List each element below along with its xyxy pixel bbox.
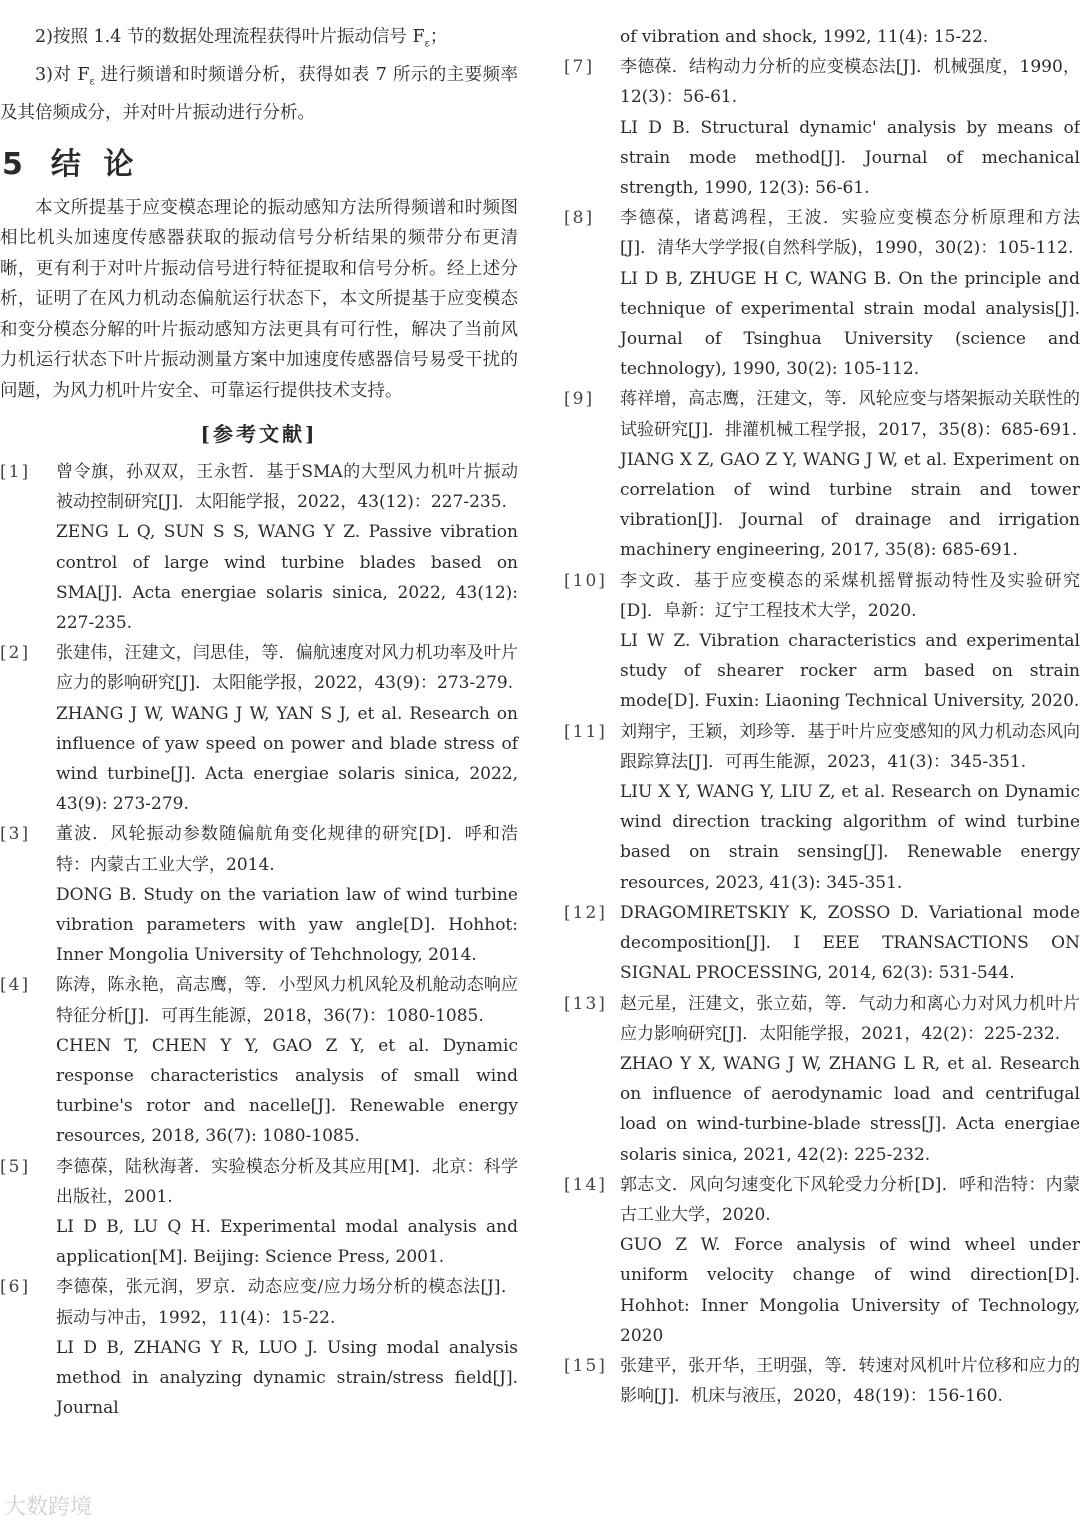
reference-text-en: LI D B, ZHUGE H C, WANG B. On the principle and technique of experimental strain modal analysis[J]. Journal of Tsinghua University (science and technology), 1990, 30(2): 105-112.: [620, 268, 1080, 380]
reference-6-continued: of vibration and shock, 1992, 11(4): 15-22.: [620, 27, 989, 47]
reference-item: [0, 819, 518, 970]
right-column: [564, 22, 1080, 1411]
reference-item: [564, 52, 1080, 203]
reference-item: [564, 566, 1080, 717]
section-title: 结 论: [50, 146, 140, 182]
watermark: 大数跨境: [4, 1495, 93, 1520]
reference-number: [13]: [564, 993, 607, 1014]
step-3-paragraph: [0, 60, 518, 129]
reference-number: [12]: [564, 902, 607, 923]
reference-text-en: GUO Z W. Force analysis of wind wheel under uniform velocity change of wind direction[D]. Hohhot: Inner Mongolia University of Technology, 2020: [620, 1235, 1080, 1346]
step-3-text-a: 3)对 F: [35, 65, 90, 85]
reference-text-zh: 李德葆，诸葛鸿程，王波．实验应变模态分析原理和方法[J]．清华大学学报(自然科学版)，1990，30(2)：105-112.: [620, 208, 1080, 259]
reference-text-zh: 张建伟，汪建文，闫思佳，等．偏航速度对风力机功率及叶片应力的影响研究[J]．太阳能学报，2022，43(9)：273-279.: [56, 643, 518, 694]
reference-item: [564, 1170, 1080, 1351]
reference-number: [14]: [564, 1174, 607, 1195]
section-heading: [2, 139, 518, 183]
step-2-end: ；: [429, 27, 448, 47]
reference-item: [564, 1351, 1080, 1411]
reference-number: [9]: [564, 389, 595, 410]
reference-item: [564, 203, 1080, 384]
step-3-text-b: 进行频谱和时频谱分析，获得如表 7 所示的主要频率及其倍频成分，并对叶片振动进行分析。: [0, 65, 518, 123]
reference-text-en: CHEN T, CHEN Y Y, GAO Z Y, et al. Dynamic response characteristics analysis of small wind turbine's rotor and nacelle[J]. Renewable energy resources, 2018, 36(7): 1080-1085.: [56, 1035, 518, 1147]
step-3-subscript: ε: [89, 76, 95, 88]
reference-item: [564, 717, 1080, 898]
reference-item: [564, 989, 1080, 1170]
reference-item: [0, 1272, 518, 1423]
step-2-text: 2)按照 1.4 节的数据处理流程获得叶片振动信号 F: [35, 27, 425, 47]
reference-item: [564, 384, 1080, 565]
reference-text-en: LI W Z. Vibration characteristics and experimental study of shearer rocker arm based on strain mode[D]. Fuxin: Liaoning Technical University, 2020.: [620, 631, 1080, 712]
reference-number: [2]: [0, 643, 31, 664]
reference-number: [6]: [0, 1277, 31, 1298]
reference-text-en: JIANG X Z, GAO Z Y, WANG J W, et al. Experiment on correlation of wind turbine strain and tower vibration[J]. Journal of drainage and irrigation machinery engineering, 2017, 35(8): 685-691.: [620, 449, 1080, 561]
reference-text-zh: 郭志文．风向匀速变化下风轮受力分析[D]．呼和浩特：内蒙古工业大学，2020.: [620, 1174, 1080, 1225]
reference-text-zh: 董波．风轮振动参数随偏航角变化规律的研究[D]．呼和浩特：内蒙古工业大学，2014.: [56, 824, 518, 875]
reference-number: [4]: [0, 975, 31, 996]
reference-item: [0, 638, 518, 819]
reference-item: [0, 970, 518, 1151]
reference-item: [0, 1152, 518, 1273]
left-column: [0, 22, 518, 1424]
reference-number: [8]: [564, 208, 595, 229]
step-2-subscript: ε: [424, 38, 430, 50]
conclusion-paragraph: 本文所提基于应变模态理论的振动感知方法所得频谱和时频图相比机头加速度传感器获取的振动信号分析结果的频带分布更清晰，更有利于对叶片振动信号进行特征提取和信号分析。经上述分析，证明了在风力机动态偏航运行状态下，本文所提基于应变模态和变分模态分解的叶片振动感知方法更具有可行性，解决了当前风力机运行状态下叶片振动测量方案中加速度传感器信号易受干扰的问题，为风力机叶片安全、可靠运行提供技术支持。: [0, 197, 518, 401]
reference-number: [15]: [564, 1355, 607, 1376]
reference-text-zh: 李文政．基于应变模态的采煤机摇臂振动特性及实验研究[D]．阜新：辽宁工程技术大学，2020.: [620, 570, 1080, 621]
reference-text-en: LI D B, LU Q H. Experimental modal analysis and application[M]. Beijing: Science Press, 2001.: [56, 1217, 518, 1268]
reference-list-left: [0, 457, 518, 1424]
reference-item: [0, 457, 518, 638]
reference-list-right: [564, 52, 1080, 1411]
reference-text-en: DONG B. Study on the variation law of wind turbine vibration parameters with yaw angle[D]. Hohhot: Inner Mongolia University of Tehchnology, 2014.: [56, 884, 518, 966]
reference-text-zh: 李德葆．结构动力分析的应变模态法[J]．机械强度，1990，12(3)：56-61.: [620, 57, 1080, 108]
reference-text-zh: 张建平，张开华，王明强，等．转速对风机叶片位移和应力的影响[J]．机床与液压，2020，48(19)：156-160.: [620, 1355, 1080, 1407]
reference-text-zh: 李德葆，陆秋海著．实验模态分析及其应用[M]．北京：科学出版社，2001.: [56, 1156, 518, 1207]
reference-text-zh: 李德葆，张元润，罗京．动态应变/应力场分析的模态法[J]．振动与冲击，1992，11(4)：15-22.: [56, 1277, 518, 1328]
reference-text-zh: 刘翔宇，王颖，刘珍等．基于叶片应变感知的风力机动态风向跟踪算法[J]．可再生能源，2023，41(3)：345-351.: [620, 721, 1080, 772]
references-heading: [参考文献]: [200, 422, 318, 446]
reference-number: [3]: [0, 824, 31, 845]
reference-number: [1]: [0, 462, 31, 482]
reference-item: [564, 898, 1080, 989]
step-2-paragraph: [0, 22, 518, 60]
reference-text-en: LIU X Y, WANG Y, LIU Z, et al. Research on Dynamic wind direction tracking algorithm of wind turbine based on strain sensing[J]. Renewable energy resources, 2023, 41(3): 345-351.: [620, 782, 1080, 893]
reference-number: [5]: [0, 1156, 31, 1177]
section-number: 5: [2, 146, 29, 182]
reference-text-zh: 蒋祥增，高志鹰，汪建文，等．风轮应变与塔架振动关联性的试验研究[J]．排灌机械工程学报，2017，35(8)：685-691.: [620, 389, 1080, 440]
reference-text-en: ZHANG J W, WANG J W, YAN S J, et al. Research on influence of yaw speed on power and blade stress of wind turbine[J]. Acta energiae solaris sinica, 2022, 43(9): 273-279.: [56, 703, 518, 815]
reference-continuation: [564, 22, 1080, 52]
reference-text-en: ZENG L Q, SUN S S, WANG Y Z. Passive vibration control of large wind turbine blades based on SMA[J]. Acta energiae solaris sinica, 2022, 43(12): 227-235.: [56, 522, 518, 634]
reference-text-en: LI D B, ZHANG Y R, LUO J. Using modal analysis method in analyzing dynamic strain/stress field[J]. Journal: [56, 1337, 518, 1419]
reference-text-en: ZHAO Y X, WANG J W, ZHANG L R, et al. Research on influence of aerodynamic load and centrifugal load on wind-turbine-blade stress[J]. Acta energiae solaris sinica, 2021, 42(2): 225-232.: [620, 1053, 1080, 1165]
reference-text-zh: 赵元星，汪建文，张立茹，等．气动力和离心力对风力机叶片应力影响研究[J]．太阳能学报，2021，42(2)：225-232.: [620, 993, 1080, 1044]
reference-text-en: LI D B. Structural dynamic' analysis by means of strain mode method[J]. Journal of mechanical strength, 1990, 12(3): 56-61.: [620, 117, 1080, 199]
reference-text-zh: DRAGOMIRETSKIY K, ZOSSO D. Variational mode decomposition[J]. I EEE TRANSACTIONS ON SIGNAL PROCESSING, 2014, 62(3): 531-544.: [620, 902, 1080, 984]
reference-number: [7]: [564, 57, 595, 78]
reference-text-zh: 陈涛，陈永艳，高志鹰，等．小型风力机风轮及机舱动态响应特征分析[J]．可再生能源，2018，36(7)：1080-1085.: [56, 975, 518, 1026]
reference-text-zh: 曾令旗，孙双双，王永哲．基于SMA的大型风力机叶片振动被动控制研究[J]．太阳能学报，2022，43(12)：227-235.: [56, 462, 518, 513]
reference-number: [10]: [564, 570, 607, 591]
reference-number: [11]: [564, 721, 607, 742]
